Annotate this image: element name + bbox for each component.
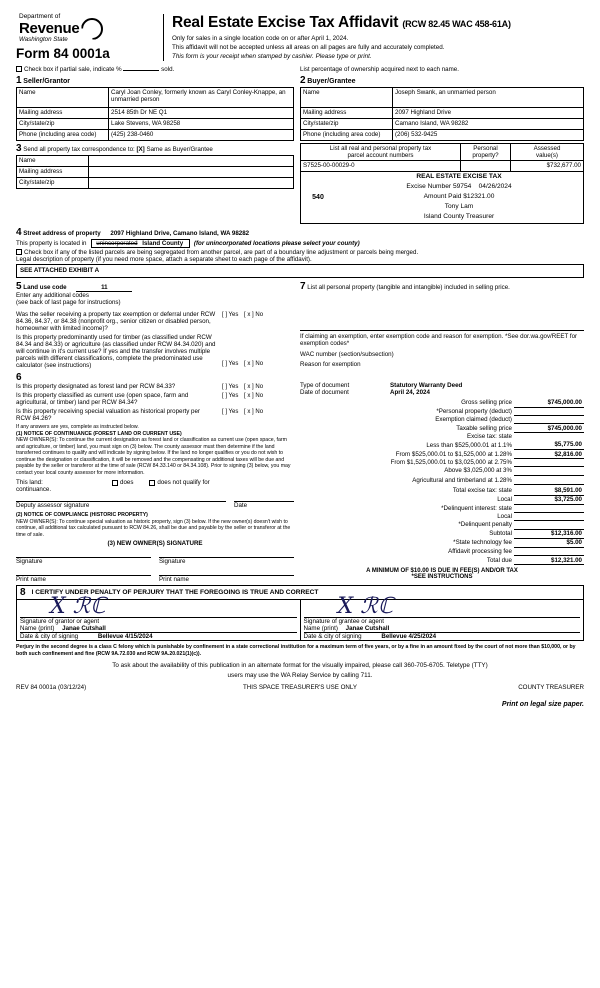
- minimum-due-note: A MINIMUM OF $10.00 IS DUE IN FEE(S) AND/OR TAX: [366, 568, 518, 575]
- subtitle-line-1: Only for sales in a single location code on or after April 1, 2024.: [172, 35, 349, 42]
- tax-row-value[interactable]: [514, 505, 584, 513]
- agency-state: Washington State: [19, 35, 68, 43]
- grantor-date-label: Date & city of signing: [20, 633, 79, 641]
- partial-sale-checkbox[interactable]: [16, 66, 22, 72]
- legal-size-note: Print on legal size paper.: [501, 701, 584, 709]
- tax-row-label: Local: [497, 513, 512, 521]
- partial-sale-percent[interactable]: [123, 70, 159, 71]
- tax-row-label: Total due: [486, 556, 512, 564]
- new-owner-signature-title: (3) NEW OWNER(S) SIGNATURE: [107, 540, 203, 548]
- page-title-rcw: (RCW 82.45 WAC 458-61A): [402, 19, 511, 29]
- q-exemption-yes[interactable]: [ ] Yes: [222, 312, 239, 319]
- tax-row: [300, 415, 584, 423]
- new-owner-printname-label-1: Print name: [16, 576, 46, 584]
- tax-row: [300, 547, 584, 555]
- personal-property-entry[interactable]: [300, 292, 584, 330]
- tax-row: [300, 556, 584, 565]
- buyer-name-value[interactable]: Joseph Swank, an unmarried person: [393, 88, 584, 108]
- notice-continuance-body: NEW OWNER(S): To continue the current designation as forest land or classification as current use (open space, farm and agriculture, or timber) land, you must sign on (3) below. The county assessor must then determine if the land transferred continues to qualify and will indicate by signing below. If the land no longer qualifies or you do not wish to continue the designation or classification, it will be removed and the compensating or additional taxes will be due and payable by the seller or transferor at the time of sale (RCW 84.33.140 or 84.34.108). Prior to signing (3) below, you may contact your local county assessor for more information.: [16, 437, 291, 476]
- section-2-number: 2: [300, 75, 306, 87]
- stamp-code: 540: [312, 194, 324, 202]
- street-address-value[interactable]: 2097 Highland Drive, Camano Island, WA 98282: [110, 230, 250, 238]
- tax-row-label: From $525,000.01 to $1,525,000 at 1.28%: [395, 450, 512, 458]
- segregated-parcels-label: Check box if any of the listed parcels are being segregated from another parcel, are part of a boundary line adjustment or parcels being merged.: [24, 249, 419, 257]
- buyer-city-value[interactable]: Camano Island, WA 98282: [393, 119, 584, 130]
- form-number: Form 84 0001a: [16, 46, 110, 62]
- grantee-signature-mark[interactable]: X ℛℂ: [337, 594, 394, 620]
- new-owner-signature-label-1: Signature: [16, 558, 43, 566]
- grantor-signature-mark[interactable]: X ℛℂ: [50, 594, 106, 620]
- exemption-note: If claiming an exemption, enter exemption code and reason for exemption. *See dor.wa.gov/REET for exemption codes*: [300, 330, 584, 347]
- tax-row-value[interactable]: [514, 513, 584, 521]
- tax-row-label: Taxable selling price: [456, 424, 512, 432]
- corr-mail-value[interactable]: [89, 167, 294, 178]
- tax-row-value[interactable]: $745,000.00: [514, 398, 584, 407]
- corr-name-label: Name: [17, 156, 89, 167]
- seller-name-value[interactable]: Caryl Joan Conley, formerly known as Caryl Conley-Knappe, an unmarried person: [109, 88, 294, 108]
- same-as-buyer-checkbox[interactable]: [X]: [136, 146, 145, 154]
- q-exemption-deferral-text: Was the seller receiving a property tax exemption or deferral under RCW 84.36, 84.37, or 84.38 (nonprofit org., senior citizen or disabled person, homeowner with limited income)?: [16, 311, 216, 333]
- tax-row: [300, 433, 584, 441]
- county-treasurer-label: COUNTY TREASURER: [518, 684, 584, 692]
- tax-row-value: [514, 433, 584, 441]
- tax-row-label: *Personal property (deduct): [436, 407, 512, 415]
- seller-mail-value[interactable]: 2514 85th Dr NE Q1: [109, 108, 294, 119]
- ada-line-2: users may use the WA Relay Service by calling 711.: [227, 671, 373, 679]
- seller-phone-label: Phone (including area code): [17, 130, 109, 141]
- perjury-notice: Perjury in the second degree is a class C felony which is punishable by confinement in a state correctional institution for a maximum term of five years, or by a fine in an amount fixed by the court of not more than $10,000, or by both such confinement and fine (RCW 9A.72.030 and RCW 9A.20.021(1)(c)).: [16, 644, 576, 657]
- tax-row-label: Local: [497, 496, 512, 504]
- tax-row-label: *State technology fee: [453, 539, 512, 547]
- this-land-label: This land:: [16, 479, 43, 487]
- stamp-line-1: REAL ESTATE EXCISE TAX: [416, 173, 502, 181]
- land-not-qualifies-checkbox[interactable]: [149, 480, 155, 486]
- seller-city-value[interactable]: Lake Stevens, WA 98258: [109, 119, 294, 130]
- q-forest-yes[interactable]: [ ] Yes: [222, 384, 239, 391]
- ada-line-1: To ask about the availability of this publication in an alternate format for the visually impaired, please call 360-705-6705. Teletype (TTY): [112, 662, 488, 670]
- buyer-phone-label: Phone (including area code): [301, 130, 393, 141]
- seller-mail-label: Mailing address: [17, 108, 109, 119]
- county-note: (for unincorporated locations please select your county): [193, 240, 360, 248]
- parcel-table: [300, 143, 584, 224]
- parcel-number-value[interactable]: S7525-00-00029-0: [301, 161, 461, 172]
- legal-description-label: Legal description of property (if you need more space, attach a separate sheet to each page of the affidavit).: [16, 256, 312, 264]
- tax-row-value[interactable]: $5.00: [514, 538, 584, 547]
- subtitle-line-3: This form is your receipt when stamped by cashier. Please type or print.: [172, 53, 372, 61]
- tax-row-value[interactable]: $3,725.00: [514, 495, 584, 504]
- section-land-use: [16, 281, 294, 292]
- street-address-label: Street address of property: [23, 230, 101, 238]
- corr-name-value[interactable]: [89, 156, 294, 167]
- page-title-text: Real Estate Excise Tax Affidavit: [172, 14, 399, 31]
- tax-row-value[interactable]: [514, 477, 584, 485]
- tax-row-label: Affidavit processing fee: [448, 548, 512, 556]
- tax-row: [300, 495, 584, 504]
- county-field[interactable]: [91, 239, 190, 248]
- tax-row-label: Above $3,025,000 at 3%: [444, 467, 512, 475]
- grantee-date-label: Date & city of signing: [303, 633, 362, 641]
- grantee-date-value[interactable]: Bellevue 4/25/2024: [381, 633, 437, 641]
- seller-phone-value[interactable]: (425) 238-0460: [109, 130, 294, 141]
- land-use-label: Land use code: [23, 284, 67, 292]
- tax-row-label: From $1,525,000.01 to $3,025,000 at 2.75%: [390, 459, 512, 467]
- q-forest-land-text: Is this property designated as forest land per RCW 84.33?: [16, 383, 176, 391]
- excise-stamp-cell: [301, 172, 584, 224]
- certification-title: I CERTIFY UNDER PENALTY OF PERJURY THAT THE FOREGOING IS TRUE AND CORRECT: [31, 589, 319, 597]
- tax-row: [300, 441, 584, 450]
- tax-calculation-table: [300, 398, 584, 565]
- stamp-treasurer-name: Tony Lam: [444, 203, 474, 211]
- legal-description-value[interactable]: SEE ATTACHED EXHIBIT A: [16, 264, 584, 278]
- tax-row: [300, 487, 584, 496]
- tax-row-value[interactable]: $5,775.00: [514, 441, 584, 450]
- tax-row-value[interactable]: [514, 459, 584, 467]
- tax-row-value[interactable]: $8,591.00: [514, 487, 584, 496]
- tax-row-label: Exemption claimed (deduct): [435, 415, 512, 423]
- tax-row-label: *Delinquent penalty: [458, 521, 512, 529]
- section-5-number: 5: [16, 281, 22, 293]
- tax-row-label: Agricultural and timberland at 1.28%: [412, 477, 512, 485]
- stamp-treasurer-office: Island County Treasurer: [423, 212, 495, 220]
- q-timber-no[interactable]: [ x ] No: [244, 361, 264, 368]
- section-property-address: [16, 227, 584, 278]
- form-header: [16, 14, 584, 61]
- land-qualifies-checkbox[interactable]: [112, 480, 118, 486]
- section-1-title: Seller/Grantor: [23, 78, 70, 86]
- tax-row: [300, 407, 584, 415]
- tax-row-value[interactable]: $12,321.00: [514, 556, 584, 565]
- notice-continuance-title: (1) NOTICE OF CONTINUANCE (FOREST LAND OR CURRENT USE): [16, 430, 182, 437]
- tax-row: [300, 529, 584, 538]
- land-does-label: does: [120, 479, 134, 487]
- tax-row-value[interactable]: [514, 407, 584, 415]
- grantor-signature-label: Signature of grantor or agent: [20, 617, 297, 625]
- tax-row: [300, 423, 584, 432]
- tax-row-value[interactable]: [514, 521, 584, 529]
- grantor-block: [17, 594, 301, 641]
- agency-name: Revenue: [19, 19, 80, 37]
- stamp-line-2: Excise Number 59754 04/26/2024: [406, 183, 512, 191]
- exemption-reason-label: Reason for exemption: [300, 361, 361, 369]
- buyer-name-label: Name: [301, 88, 393, 108]
- corr-mail-label: Mailing address: [17, 167, 89, 178]
- document-type-label: Type of document: [300, 382, 350, 390]
- document-date-label: Date of document: [300, 389, 349, 397]
- tax-row: [300, 467, 584, 475]
- tax-row: [300, 459, 584, 467]
- stamp-amount: Amount Paid $12321.00: [423, 193, 495, 201]
- agency-block: [16, 14, 164, 61]
- deputy-assessor-signature-label: Deputy assessor signature: [16, 502, 90, 510]
- document-type-value[interactable]: Statutory Warranty Deed: [390, 382, 463, 390]
- grantor-name-label: Name (print): [20, 625, 55, 633]
- seller-city-label: City/state/zip: [17, 119, 109, 130]
- section-6-number: 6: [16, 372, 22, 384]
- wac-number-label: WAC number (section/subsection): [300, 351, 394, 359]
- tax-row: [300, 513, 584, 521]
- corr-city-value[interactable]: [89, 178, 294, 189]
- q-timber-yes[interactable]: [ ] Yes: [222, 361, 239, 368]
- buyer-phone-value[interactable]: (206) 532-9425: [393, 130, 584, 141]
- buyer-mail-value[interactable]: 2097 Highland Drive: [393, 108, 584, 119]
- notice-compliance-title: (2) NOTICE OF COMPLIANCE (HISTORIC PROPERTY): [16, 512, 148, 519]
- tax-row-label: *Delinquent interest: state: [441, 505, 512, 513]
- tax-row: [300, 477, 584, 485]
- revision-number: REV 84 0001a (03/12/24): [16, 684, 87, 692]
- section-7-title: List all personal property (tangible and intangible) included in selling price.: [307, 284, 510, 292]
- deputy-assessor-date-label: Date: [234, 502, 248, 510]
- tax-row: [300, 398, 584, 407]
- section-4-number: 4: [16, 227, 22, 239]
- treasurer-use-label: THIS SPACE TREASURER'S USE ONLY: [243, 684, 357, 692]
- q-current-use-yes[interactable]: [ ] Yes: [222, 393, 239, 400]
- document-date-value[interactable]: April 24, 2024: [390, 389, 430, 397]
- land-does-not-label: does not qualify for: [157, 479, 210, 487]
- section-2-title: Buyer/Grantee: [307, 78, 356, 86]
- corr-city-label: City/state/zip: [17, 178, 89, 189]
- tax-row-label: Excise tax: state: [466, 433, 512, 441]
- land-use-value[interactable]: 11: [76, 284, 132, 292]
- tax-row-value[interactable]: [514, 547, 584, 555]
- revenue-logo-icon: [79, 16, 105, 42]
- assessed-value-header: Assessed value(s): [511, 144, 584, 161]
- tax-row-label: Gross selling price: [461, 399, 512, 407]
- located-in-label: This property is located in: [16, 240, 87, 248]
- additional-codes-note: (see back of last page for instructions): [16, 299, 121, 307]
- tax-row-label: Less than $525,000.01 at 1.1%: [426, 441, 512, 449]
- section-personal-property: [300, 281, 584, 292]
- q-current-use-no[interactable]: [ x ] No: [244, 393, 264, 400]
- q-current-use-text: Is this property classified as current use (open space, farm and agricultural, or timber) land per RCW 84.34?: [16, 392, 189, 407]
- tax-row-value[interactable]: $2,816.00: [514, 450, 584, 459]
- q-forest-no[interactable]: [ x ] No: [244, 384, 264, 391]
- q-timber-ag-text: Is this property predominantly used for timber (as classified under RCW 84.34 and 84.33) or agriculture (as classified under RCW 84.34.020) and will continue in it's current use? If yes and the transfer involves multiple parcels with different classifications, complete the predominated use calculator (see instructions): [16, 334, 216, 370]
- new-owner-signature-label-2: Signature: [159, 558, 186, 566]
- grantee-name-value[interactable]: Janae Cutshall: [345, 625, 390, 633]
- buyer-mail-label: Mailing address: [301, 108, 393, 119]
- section-1-number: 1: [16, 75, 22, 87]
- continuance-label: continuance.: [16, 486, 52, 494]
- partial-sale-sold-label: sold.: [161, 66, 175, 74]
- page-title: [172, 14, 584, 32]
- tax-row: [300, 538, 584, 547]
- grantee-name-label: Name (print): [303, 625, 338, 633]
- stamp-date: 04/26/2024: [478, 183, 512, 191]
- tax-row-value[interactable]: $745,000.00: [514, 423, 584, 432]
- section-seller: [16, 75, 294, 141]
- partial-sale-label: Check box if partial sale, indicate %: [24, 66, 122, 74]
- grantee-signature-label: Signature of grantee or agent: [304, 617, 581, 625]
- tax-row-value[interactable]: $12,316.00: [514, 529, 584, 538]
- q-historic-text: Is this property receiving special valuation as historical property per RCW 84.26?: [16, 408, 200, 423]
- see-instructions-note: *SEE INSTRUCTIONS: [411, 574, 473, 581]
- tax-row-value[interactable]: [514, 467, 584, 475]
- buyer-city-label: City/state/zip: [301, 119, 393, 130]
- section-tax-correspondence: [16, 143, 294, 224]
- subtitle-line-2: This affidavit will not be accepted unless all areas on all pages are fully and accurately completed.: [172, 44, 445, 52]
- tax-row: [300, 450, 584, 459]
- parcel-header: List all real and personal property tax parcel account numbers: [301, 144, 461, 161]
- q-exemption-no[interactable]: [ x ] No: [244, 312, 264, 319]
- new-owner-printname-label-2: Print name: [159, 576, 189, 584]
- tax-row-label: Total excise tax: state: [452, 487, 512, 495]
- additional-codes-label: Enter any additional codes: [16, 292, 89, 300]
- section-3-line: Send all property tax correspondence to:: [23, 146, 135, 154]
- grantor-date-value[interactable]: Bellevue 4/15/2024: [97, 633, 153, 641]
- segregated-parcels-checkbox[interactable]: [16, 249, 22, 255]
- unincorporated-struck: unincorporated: [96, 240, 138, 248]
- section-buyer: [300, 75, 584, 141]
- seller-name-label: Name: [17, 88, 109, 108]
- section-7-number: 7: [300, 281, 306, 293]
- department-label: Department of: [19, 13, 61, 20]
- county-value: Island County: [142, 240, 184, 248]
- personal-property-value[interactable]: [461, 161, 511, 172]
- q-historic-no[interactable]: [ x ] No: [244, 409, 264, 416]
- tax-row-value[interactable]: [514, 415, 584, 423]
- tax-row-label: Subtotal: [489, 530, 512, 538]
- q-historic-yes[interactable]: [ ] Yes: [222, 409, 239, 416]
- assessed-value[interactable]: $732,677.00: [511, 161, 584, 172]
- notice-compliance-body: NEW OWNER(S): To continue special valuation as historic property, sign (3) below. If the new owner(s) doesn't wish to continue, all additional tax calculated pursuant to RCW 84.26, shall be due and payable by the seller or transferor at the time of sale.: [16, 518, 291, 538]
- same-as-buyer-label: Same as Buyer/Grantee: [146, 146, 213, 154]
- personal-property-header: Personal property?: [461, 144, 511, 161]
- if-yes-note: If any answers are yes, complete as instructed below.: [16, 424, 139, 431]
- ownership-label: List percentage of ownership acquired next to each name.: [300, 66, 459, 74]
- tax-row: [300, 521, 584, 529]
- section-8-number: 8: [20, 587, 26, 599]
- section-certification: [16, 585, 584, 641]
- grantee-block: [301, 594, 584, 641]
- tax-row: [300, 505, 584, 513]
- section-3-number: 3: [16, 143, 22, 155]
- grantor-name-value[interactable]: Janae Cutshall: [62, 625, 106, 633]
